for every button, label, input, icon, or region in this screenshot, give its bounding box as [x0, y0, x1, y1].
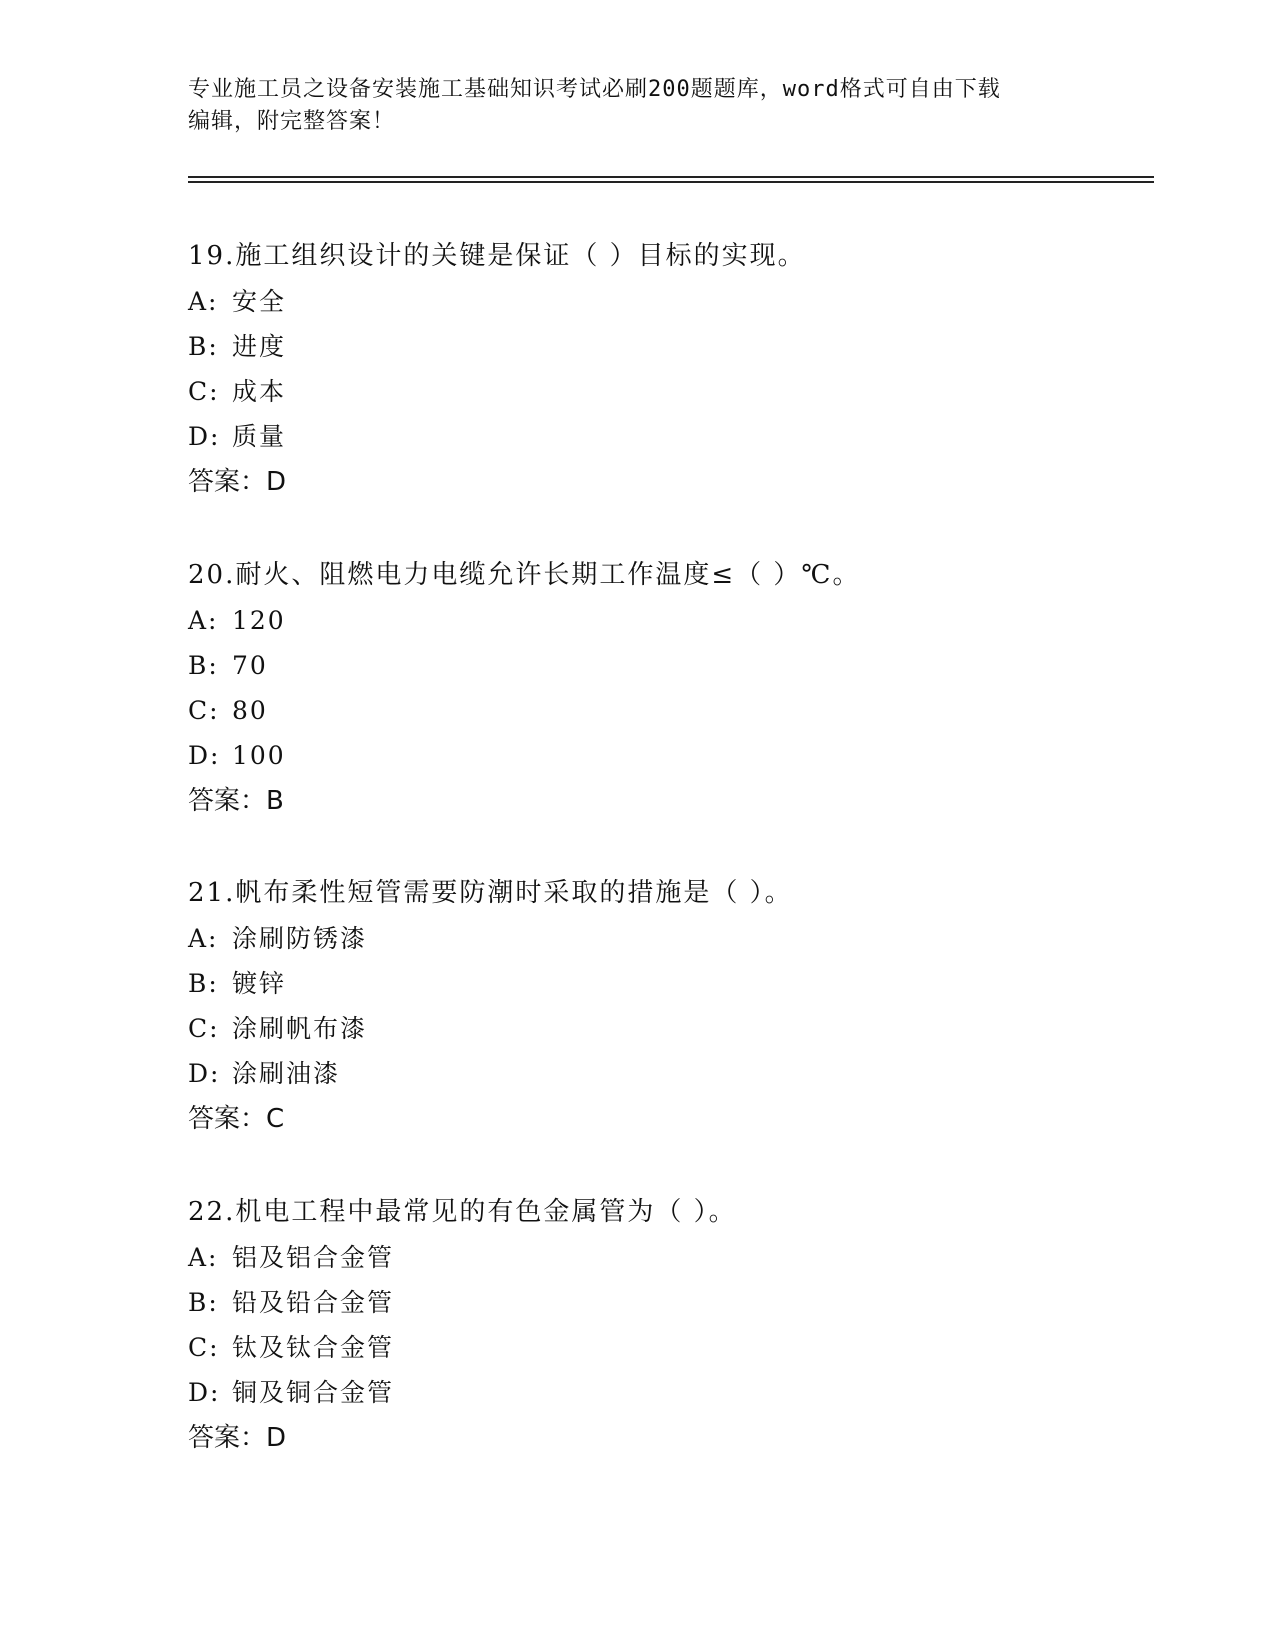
option-d	[188, 733, 1148, 778]
option-text: 镀锌	[232, 969, 287, 998]
option-text: 进度	[232, 332, 287, 361]
option-text: 100	[232, 741, 286, 770]
option-d	[188, 1370, 1148, 1415]
document-header	[188, 74, 1088, 138]
option-c	[188, 1006, 1148, 1051]
option-text: 成本	[232, 377, 287, 406]
option-key: D:	[188, 741, 221, 770]
option-key: D:	[188, 422, 221, 451]
option-a	[188, 916, 1148, 961]
question-title: 20.耐火、阻燃电力电缆允许长期工作温度≤（ ）℃。	[188, 560, 861, 590]
option-key: A:	[188, 606, 219, 635]
answer-line: 答案：D	[188, 1423, 287, 1453]
option-text: 铜及铜合金管	[232, 1378, 395, 1407]
option-text: 铝及铝合金管	[232, 1243, 395, 1272]
option-text: 120	[232, 606, 286, 635]
option-b	[188, 961, 1148, 1006]
option-a	[188, 1235, 1148, 1280]
header-line-1: 专业施工员之设备安装施工基础知识考试必刷200题题库，word格式可自由下载	[188, 77, 1001, 102]
option-text: 质量	[232, 422, 287, 451]
option-text: 钛及钛合金管	[232, 1333, 395, 1362]
option-c	[188, 688, 1148, 733]
option-key: A:	[188, 924, 219, 953]
option-text: 安全	[232, 287, 287, 316]
question-20	[188, 552, 1148, 824]
question-22	[188, 1189, 1148, 1461]
option-c	[188, 369, 1148, 414]
option-key: D:	[188, 1059, 221, 1088]
option-b	[188, 1280, 1148, 1325]
option-key: C:	[188, 1014, 220, 1043]
option-key: D:	[188, 1378, 221, 1407]
option-d	[188, 1051, 1148, 1096]
option-key: B:	[188, 651, 219, 680]
option-text: 80	[232, 696, 268, 725]
option-key: B:	[188, 332, 219, 361]
question-21	[188, 870, 1148, 1142]
question-19	[188, 233, 1148, 505]
option-key: B:	[188, 969, 219, 998]
option-key: C:	[188, 696, 220, 725]
option-text: 涂刷防锈漆	[232, 924, 368, 953]
option-b	[188, 324, 1148, 369]
option-text: 涂刷油漆	[232, 1059, 341, 1088]
answer-line: 答案：B	[188, 786, 284, 816]
question-title: 21.帆布柔性短管需要防潮时采取的措施是（ ）。	[188, 878, 793, 908]
question-title: 22.机电工程中最常见的有色金属管为（ ）。	[188, 1197, 737, 1227]
header-line-2: 编辑，附完整答案！	[188, 109, 396, 134]
question-title: 19.施工组织设计的关键是保证（ ）目标的实现。	[188, 241, 806, 271]
header-divider-top	[188, 176, 1154, 178]
header-divider-bottom	[188, 181, 1154, 183]
option-key: C:	[188, 377, 220, 406]
option-d	[188, 414, 1148, 459]
option-key: C:	[188, 1333, 220, 1362]
option-text: 涂刷帆布漆	[232, 1014, 368, 1043]
answer-line: 答案：C	[188, 1104, 285, 1134]
option-a	[188, 598, 1148, 643]
option-key: B:	[188, 1288, 219, 1317]
option-text: 铅及铅合金管	[232, 1288, 395, 1317]
option-key: A:	[188, 287, 219, 316]
option-a	[188, 279, 1148, 324]
option-text: 70	[232, 651, 268, 680]
option-b	[188, 643, 1148, 688]
answer-line: 答案：D	[188, 467, 287, 497]
option-c	[188, 1325, 1148, 1370]
option-key: A:	[188, 1243, 219, 1272]
